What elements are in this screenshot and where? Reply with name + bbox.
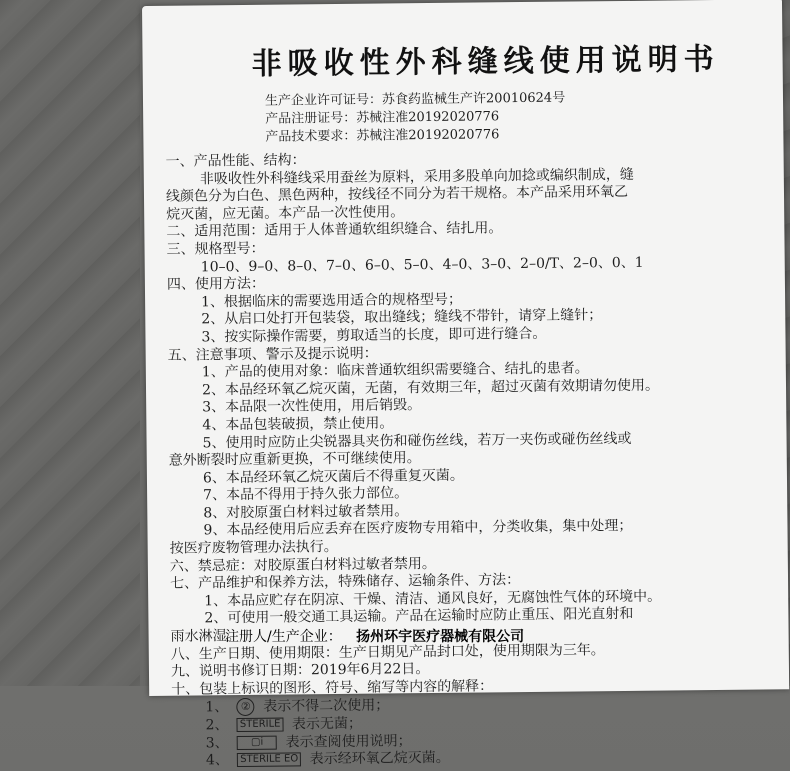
list-item: 3、按实际操作需要，剪取适当的长度，即可进行缝合。 [201,325,547,346]
list-item: 8、对胶原蛋白材料过敏者禁用。 [203,503,409,522]
symbol-number: 4、 [205,752,229,769]
section-heading: 二、适用范围：适用于人体普通软组织缝合、结扎用。 [166,220,503,241]
section-heading: 三、规格型号： [166,240,265,258]
document-title: 非吸收性外科缝线使用说明书 [251,41,720,82]
no-reuse-icon: ② [237,698,255,716]
paragraph-line: 非吸收性外科缝线采用蚕丝为原料，采用多股单向加捻或编织制成，缝 [199,166,634,187]
section-heading: 十、包装上标识的图形、符号、缩写等内容的解释： [171,678,494,698]
section-heading: 九、说明书修订日期：2019年6月22日。 [170,661,430,680]
table-background-left [0,0,140,686]
spec-values: 10–0、9–0、8–0、7–0、6–0、5–0、4–0、3–0、2–0/T、2–0、0、1 [200,254,644,275]
symbol-number: 2、 [205,717,229,734]
license-line: 生产企业许可证号：苏食药监械生产许20010624号 [264,90,566,109]
section-heading: 一、产品性能、结构： [165,152,306,170]
license-line: 产品技术要求：苏械注准20192020776 [265,127,500,145]
symbol-text: 表示无菌； [291,715,363,733]
paragraph-line: 烷灭菌，应无菌。本产品一次性使用。 [166,204,405,223]
manufacturer-label: 注册人/生产企业： [225,629,342,645]
license-block [265,87,778,146]
instruction-body [166,147,784,770]
sheet-content [164,33,784,770]
manufacturer-name: 扬州环宇医疗器械有限公司 [356,629,525,645]
symbol-number: 3、 [205,734,229,751]
section-heading: 七、产品维护和保养方法，特殊储存、运输条件、方法： [169,572,521,592]
sterile-icon: STERILE [237,718,284,732]
sterile-eo-icon: STERILE EO [237,753,301,768]
list-item: 1、根据临床的需要选用适合的规格型号； [201,291,463,311]
list-item: 9、本品经使用后应丢弃在医疗废物专用箱中，分类收集，集中处理； [203,518,633,539]
list-item: 2、可使用一般交通工具运输。产品在运输时应防止重压、阳光直射和 [204,606,634,627]
list-item: 2、本品经环氧乙烷灭菌，无菌，有效期三年，超过灭菌有效期请勿使用。 [201,377,659,399]
symbol-number: 1、 [205,699,229,716]
list-item: 2、从启口处打开包装袋，取出缝线；缝线不带针，请穿上缝针； [201,307,603,328]
list-item: 5、使用时应防止尖锐器具夹伤和碰伤丝线，若万一夹伤或碰伤丝线或 [202,430,632,451]
list-item: 3、本品限一次性使用，用后销毁。 [202,397,422,416]
symbol-text: 表示不得二次使用； [263,697,390,716]
section-heading: 五、注意事项、警示及提示说明： [167,345,378,364]
list-item: 4、本品包装破损，禁止使用。 [202,415,394,434]
section-heading: 八、生产日期、使用期限：生产日期见产品封口处，使用期限为三年。 [170,641,605,663]
license-line: 产品注册证号：苏械注准20192020776 [265,109,500,127]
manufacturer-footer [225,626,524,646]
list-item-continued: 按医疗废物管理办法执行。 [169,539,338,557]
list-item: 7、本品不得用于持久张力部位。 [203,485,409,504]
list-item: 1、本品应贮存在阴凉、干燥、清洁、通风良好，无腐蚀性气体的环境中。 [204,588,662,610]
section-heading: 六、禁忌症：对胶原蛋白材料过敏者禁用。 [169,555,436,575]
symbol-legend [171,693,784,771]
paragraph-line: 线颜色分为白色、黑色两种，按线径不同分为若干规格。本产品采用环氧乙 [165,184,629,205]
instruction-sheet [142,0,789,769]
symbol-text: 表示经环氧乙烷灭菌。 [309,750,450,768]
list-item-continued: 意外断裂时应重新更换，不可继续使用。 [168,450,421,469]
list-item: 6、本品经环氧乙烷灭菌后不得重复灭菌。 [202,467,464,487]
section-heading: 四、使用方法： [166,275,266,293]
consult-instructions-icon: ▢i [237,735,277,749]
symbol-text: 表示查阅使用说明； [285,732,412,751]
list-item: 1、产品的使用对象：临床普通软组织需要缝合、结扎的患者。 [201,360,589,381]
list-item-continued: 雨水淋湿。 [170,628,241,645]
